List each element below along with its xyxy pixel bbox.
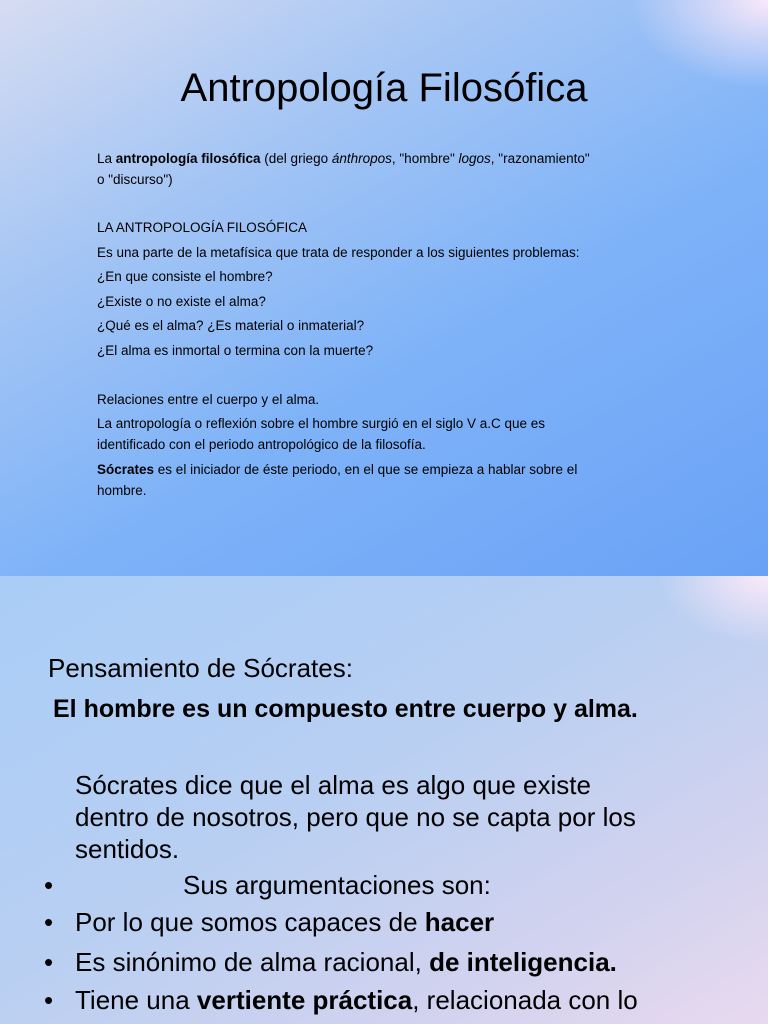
bullet-item (75, 906, 494, 938)
origin-line-1: La antropología o reflexión sobre el hombre surgió en el siglo V a.C que es (97, 416, 546, 431)
intro-text: La (97, 151, 116, 166)
intro-italic-term: logos (458, 151, 491, 166)
para-line: dentro de nosotros, pero que no se capta por los (75, 802, 636, 832)
bullet-bold: hacer (424, 907, 495, 937)
bullet-bold: vertiente práctica (196, 985, 413, 1015)
bullet-text: , relacionada con lo (412, 985, 638, 1015)
socrates-line-1 (97, 459, 577, 480)
relations-line: Relaciones entre el cuerpo y el alma. (97, 392, 320, 407)
intro-line-1 (97, 148, 590, 169)
intro-bold-term: antropología filosófica (115, 151, 261, 166)
bullet-item: Sus argumentaciones son: (183, 870, 491, 900)
slide-title: Antropología Filosófica (180, 66, 588, 110)
bullet-item (75, 984, 638, 1016)
para-line: sentidos. (75, 834, 180, 864)
socrates-bold: Sócrates (97, 462, 155, 477)
bullet-marker: • (44, 947, 54, 977)
para-line: Sócrates dice que el alma es algo que existe (75, 770, 591, 800)
question-line: ¿Qué es el alma? ¿Es material o inmaterial? (97, 318, 365, 333)
bullet-marker: • (44, 870, 54, 900)
section-heading: LA ANTROPOLOGÍA FILOSÓFICA (97, 220, 308, 235)
intro-line-2: o "discurso") (97, 172, 173, 187)
intro-text: , "razonamiento" (490, 151, 590, 166)
bullet-text: Tiene una (75, 985, 197, 1015)
socrates-line-2: hombre. (97, 483, 147, 498)
bullet-bold: de inteligencia. (429, 947, 617, 977)
bullet-item (75, 946, 617, 978)
bullet-marker: • (44, 907, 54, 937)
slide2-heading: Pensamiento de Sócrates: (48, 653, 353, 683)
body-line: Es una parte de la metafísica que trata de responder a los siguientes problemas: (97, 245, 580, 260)
slide2-subheading: El hombre es un compuesto entre cuerpo y alma. (53, 695, 638, 723)
slide-2 (0, 576, 768, 1024)
question-line: ¿En que consiste el hombre? (97, 269, 273, 284)
intro-italic-term: ánthropos (331, 151, 392, 166)
bullet-marker: • (44, 985, 54, 1015)
question-line: ¿Existe o no existe el alma? (97, 294, 266, 309)
socrates-text: es el iniciador de éste periodo, en el que se empieza a hablar sobre el (154, 462, 578, 477)
origin-line-2: identificado con el periodo antropológico de la filosofía. (97, 437, 426, 452)
corner-glow (658, 576, 768, 646)
intro-text: (del griego (260, 151, 332, 166)
bullet-text: Por lo que somos capaces de (75, 907, 425, 937)
bullet-text: Es sinónimo de alma racional, (75, 947, 430, 977)
intro-text: , "hombre" (391, 151, 459, 166)
question-line: ¿El alma es inmortal o termina con la muerte? (97, 343, 374, 358)
